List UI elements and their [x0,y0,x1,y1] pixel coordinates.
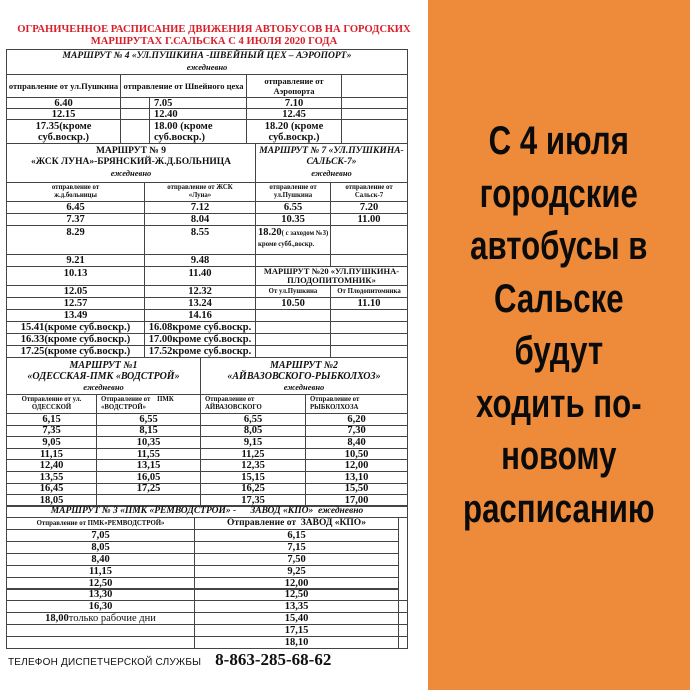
time: 13.49 [63,310,88,321]
headline-line: городские [479,171,639,216]
route7-header [255,143,408,183]
route7-name-line2: САЛЬСК-7» [306,157,357,167]
time: 7.05 [154,97,173,109]
time: 15.41(кроме суб.воскр.) [20,322,131,333]
route20-name-line2: ПЛОДОПИТОМНИК» [287,275,376,285]
route4-schedule: ежедневно [186,62,228,72]
headline-line: С 4 июля [488,119,630,163]
time: 18.00 (кроме суб.воскр.) [154,120,213,143]
dispatcher-phone [8,650,331,670]
col-label: отправление от ул.Пушкина [269,184,317,199]
time: 7,15 [287,541,306,553]
route20-header [255,266,408,286]
route20-name-line1: МАРШРУТ №20 «УЛ.ПУШКИНА- [263,266,400,276]
route3-note: только рабочие дни [68,613,156,625]
route9-cell [144,225,256,255]
time: 15,50 [344,483,369,495]
route9-cell [144,266,256,286]
time: 12,40 [39,460,64,472]
route2-col-header [200,394,306,414]
time: 17,35 [241,494,265,506]
route9-col-header [6,182,145,202]
col-label: отправление от ул.Пушкина [8,81,119,91]
col-label: отправление от Швейного цеха [123,81,244,91]
route4-col-header [246,74,342,98]
time: 10.13 [63,268,88,279]
time: 7,50 [287,553,306,565]
route7-schedule: ежедневно [311,168,352,178]
headline-line: будут [514,329,604,373]
route2-schedule: ежедневно [283,381,325,392]
route9-schedule: ежедневно [110,168,152,178]
time: 12.40 [154,108,178,120]
time: 17.52кроме суб.воскр. [148,346,252,357]
time: 11,15 [88,565,113,577]
time: 9,15 [243,436,263,448]
time: 13,10 [344,471,369,483]
route4-col-header [6,74,121,98]
route1-schedule: ежедневно [83,381,124,392]
time: 15,15 [241,471,265,483]
time: 12,50 [284,589,309,601]
route9-col-header [144,182,256,202]
col-label: Отправление от РЫБКОЛХОЗА [310,396,360,411]
headline-line: Сальске [494,276,624,321]
time: 7.37 [66,214,85,225]
headline-line: расписанию [463,486,655,531]
time: 8,15 [139,425,158,437]
time: 15,40 [284,613,309,625]
route9-name-line1: МАРШРУТ № 9 [96,146,166,156]
col-label: отправление от ЖСК «Луна» [167,184,233,199]
col-label: Отправление от ПМК«РЕМВОДСТРОЙ» [36,519,165,527]
time: 8,05 [91,541,110,553]
time: 6.55 [283,202,303,213]
col-label: Отправление от ЗАВОД «КПО» [227,518,366,528]
route9-name-line2: «ЖСК ЛУНА»-БРЯНСКИЙ-Ж.Д.БОЛЬНИЦА [31,157,231,167]
route1-col-header [96,394,201,414]
time: 17.35(кроме суб.воскр.) [35,120,92,143]
time: 18,10 [284,637,309,649]
time: 6,20 [347,413,366,425]
route7-cell-note [255,225,331,255]
time: 11.00 [357,214,381,225]
time: 7,30 [347,425,366,437]
route7-col-header [330,182,408,202]
route7-name-line1: МАРШРУТ № 7 «УЛ.ПУШКИНА- [259,146,404,156]
time: 11,55 [136,448,161,460]
route9-cell [6,225,145,255]
time: 6.45 [66,202,85,213]
route3-cell [194,636,399,649]
col-label: Отправление от АЙВАЗОВСКОГО [205,396,262,411]
headline-text [463,115,655,535]
route2-header [200,357,408,395]
col-label: отправление от Сальск-7 [345,184,393,199]
route1-header [6,357,201,395]
time: 10,35 [136,436,161,448]
route4-cell-empty [341,119,408,144]
time: 16,25 [241,483,265,495]
title-line-1: ОГРАНИЧЕННОЕ РАСПИСАНИЕ ДВИЖЕНИЯ АВТОБУСОВ НА ГОРОДСКИХ [17,24,411,35]
route4-col-empty [341,74,408,98]
col-label: отправление от Аэропорта [264,76,324,96]
route2-col-header [305,394,408,414]
time: 14.16 [188,310,212,321]
time: 12,00 [344,460,369,472]
time: 11,15 [39,448,64,460]
time: 18,00 [45,613,69,625]
phone-label: ТЕЛЕФОН ДИСПЕТЧЕРСКОЙ СЛУЖБЫ [8,657,202,668]
time: 17.25(кроме суб.воскр.) [20,346,131,357]
time: 10,50 [344,448,369,460]
route2-name-line2: «АЙВАЗОВСКОГО-РЫБКОЛХОЗ» [227,370,381,382]
headline-line: автобусы в [470,224,648,268]
headline-line: ходить по- [476,381,642,426]
route2-name-line1: МАРШРУТ №2 [269,359,339,371]
time: 6,15 [287,529,306,541]
time: 9.21 [66,255,85,266]
time: 10.50 [281,298,305,309]
time: 16.33(кроме суб.воскр.) [20,334,131,345]
time: 6,55 [139,413,158,425]
route4-name: МАРШРУТ № 4 «УЛ.ПУШКИНА -ШВЕЙНЫЙ ЦЕХ – АЭРОПОРТ» [62,51,352,61]
time: 17,25 [136,483,161,495]
route4-col-header [120,74,247,98]
time: 7,05 [91,529,110,541]
route4-cell [246,119,342,144]
route1-name-line1: МАРШРУТ №1 [69,359,138,371]
time: 7.20 [359,202,379,213]
time: 8,40 [347,436,366,448]
route4-cell-spacer [120,119,150,144]
route1-name-line2: «ОДЕССКАЯ-ПМК «ВОДСТРОЙ» [27,370,180,382]
time: 13,15 [136,460,161,472]
time: 12,35 [241,460,265,472]
time: 18.20 (кроме суб.воскр.) [264,120,324,143]
route4-cell [6,119,121,144]
time: 12.45 [282,108,306,120]
route7-col-header [255,182,331,202]
phone-number[interactable]: 8-863-285-68-62 [215,650,332,669]
time: 7.10 [284,97,304,109]
time: 18.20 [258,227,282,238]
time: 6,15 [42,413,61,425]
time: 8.04 [190,214,210,225]
route3-cell-empty [398,636,408,649]
col-label: Отправление от ул. ОДЕССКОЙ [21,396,82,411]
route3-col-empty [398,517,408,601]
time: 18,05 [39,494,64,506]
time: 8,40 [91,553,110,565]
headline-panel [428,0,690,690]
col-label: отправление от ж.д.больницы [51,184,100,199]
time: 17,00 [344,494,369,506]
time: 13,35 [284,601,309,613]
title-line-2: МАРШРУТАХ Г.САЛЬСКА С 4 ИЮЛЯ 2020 ГОДА [90,36,338,47]
route7-cell-empty [330,225,408,255]
route4-header [6,49,408,75]
time: 8,05 [243,425,263,437]
col-label: От Плодопитомника [337,287,401,295]
col-label: Отправление от ПМК «ВОДСТРОЙ» [101,396,176,411]
time: 9.48 [190,255,210,266]
time: 7,35 [42,425,61,437]
time: 7.12 [190,202,210,213]
col-label: От ул.Пушкина [268,287,318,295]
time: 12,50 [88,577,113,589]
time: 6.40 [54,97,73,109]
route9-header [6,143,256,183]
route7-note: ( с заходом №3) кроме субб.,воскр. [258,230,329,248]
route1-col-header [6,394,97,414]
route4-cell [149,119,247,144]
time: 10.35 [281,214,305,225]
time: 9,25 [287,565,306,577]
time: 17,15 [284,625,309,637]
route9-cell [6,266,145,286]
route3-name: МАРШРУТ № 3 «ПМК «РЕМВОДСТРОЙ» - ЗАВОД «КПО» ежедневно [50,506,364,516]
time: 16,30 [88,601,113,613]
time: 12.05 [63,286,88,297]
time: 12,00 [284,577,309,589]
time: 8.29 [66,227,85,238]
time: 13.24 [188,298,212,309]
time: 11.10 [357,298,381,309]
time: 17.00кроме суб.воскр. [148,334,252,345]
time: 12.15 [51,108,76,120]
headline-line: новому [501,434,617,478]
time: 16.08кроме суб.воскр. [148,322,252,333]
time: 8.55 [190,227,210,238]
time: 11.40 [188,268,212,279]
time: 13,30 [88,589,113,601]
time: 16,05 [136,471,161,483]
time: 12.32 [188,286,212,297]
time: 11,25 [241,448,265,460]
time: 13,55 [39,471,64,483]
document-title [0,24,428,48]
time: 12.57 [63,298,88,309]
time: 6,55 [243,413,263,425]
time: 16,45 [39,483,64,495]
time: 9,05 [42,436,61,448]
route3-cell [6,636,195,649]
